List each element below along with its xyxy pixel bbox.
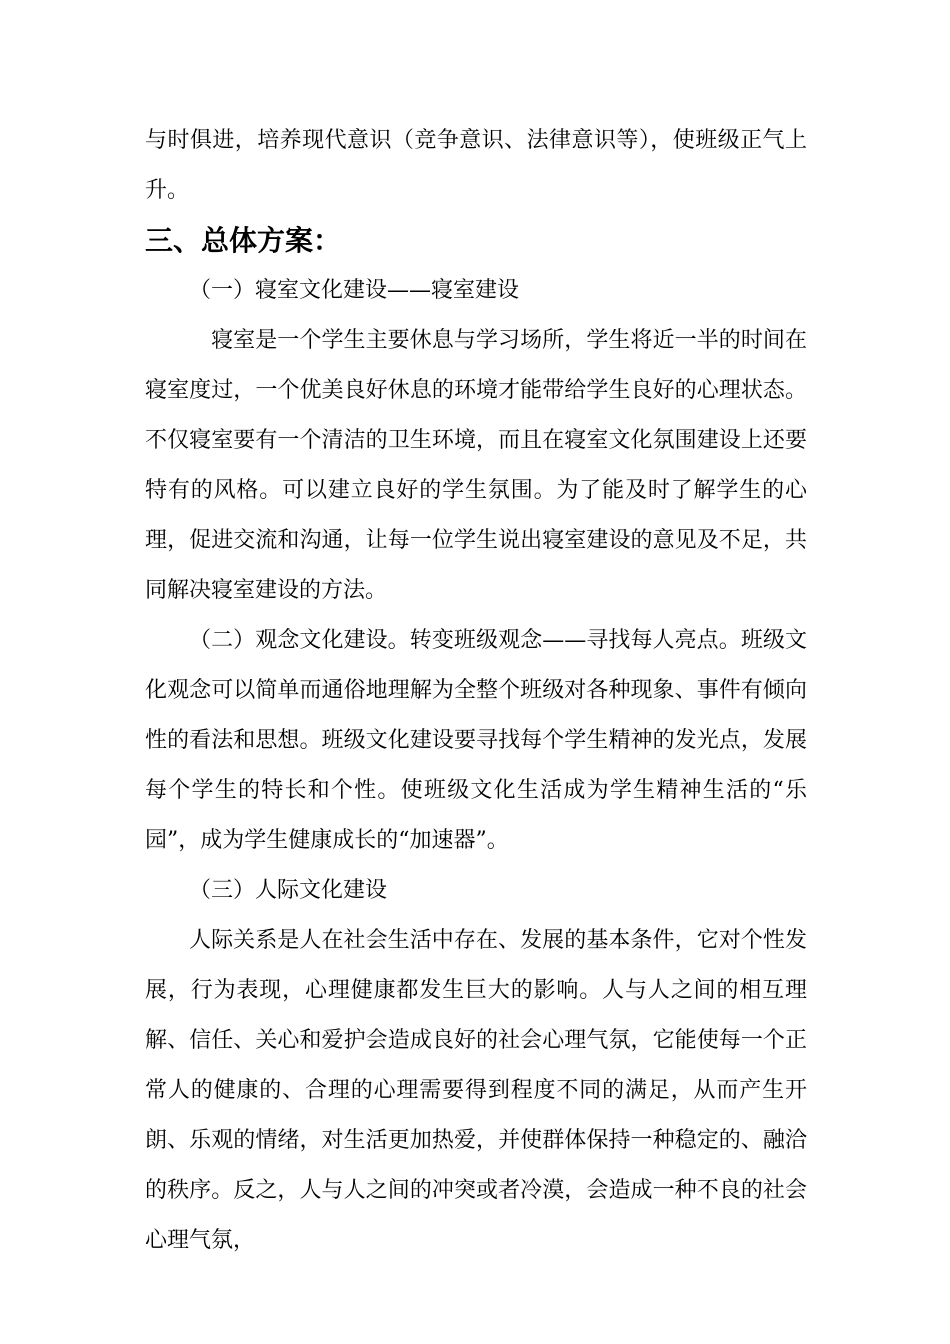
subsection-title-dormitory: （一）寝室文化建设——寝室建设 bbox=[189, 278, 520, 303]
document-body bbox=[145, 116, 807, 1266]
dormitory-paragraph: 寝室是一个学生主要休息与学习场所，学生将近一半的时间在寝室度过，一个优美良好休息的环境才能带给学生良好的心理状态。不仅寝室要有一个清洁的卫生环境，而且在寝室文化氛围建设上还要特有的风格。可以建立良好的学生氛围。为了能及时了解学生的心理，促进交流和沟通，让每一位学生说出寝室建设的意见及不足，共同解决寝室建设的方法。 bbox=[145, 328, 807, 603]
continuation-paragraph: 与时俱进，培养现代意识（竞争意识、法律意识等），使班级正气上升。 bbox=[145, 128, 807, 203]
concept-paragraph: （二）观念文化建设。转变班级观念——寻找每人亮点。班级文化观念可以简单而通俗地理解为全整个班级对各种现象、事件有倾向性的看法和思想。班级文化建设要寻找每个学生精神的发光点，发展每个学生的特长和个性。使班级文化生活成为学生精神生活的“乐园”，成为学生健康成长的“加速器”。 bbox=[145, 628, 807, 853]
subsection-title-interpersonal: （三）人际文化建设 bbox=[189, 878, 388, 903]
section-heading: 三、总体方案： bbox=[145, 224, 342, 257]
interpersonal-paragraph: 人际关系是人在社会生活中存在、发展的基本条件，它对个性发展，行为表现，心理健康都发生巨大的影响。人与人之间的相互理解、信任、关心和爱护会造成良好的社会心理气氛，它能使每一个正常人的健康的、合理的心理需要得到程度不同的满足，从而产生开朗、乐观的情绪，对生活更加热爱，并使群体保持一种稳定的、融洽的秩序。反之，人与人之间的冲突或者冷漠，会造成一种不良的社会心理气氛， bbox=[145, 928, 807, 1253]
